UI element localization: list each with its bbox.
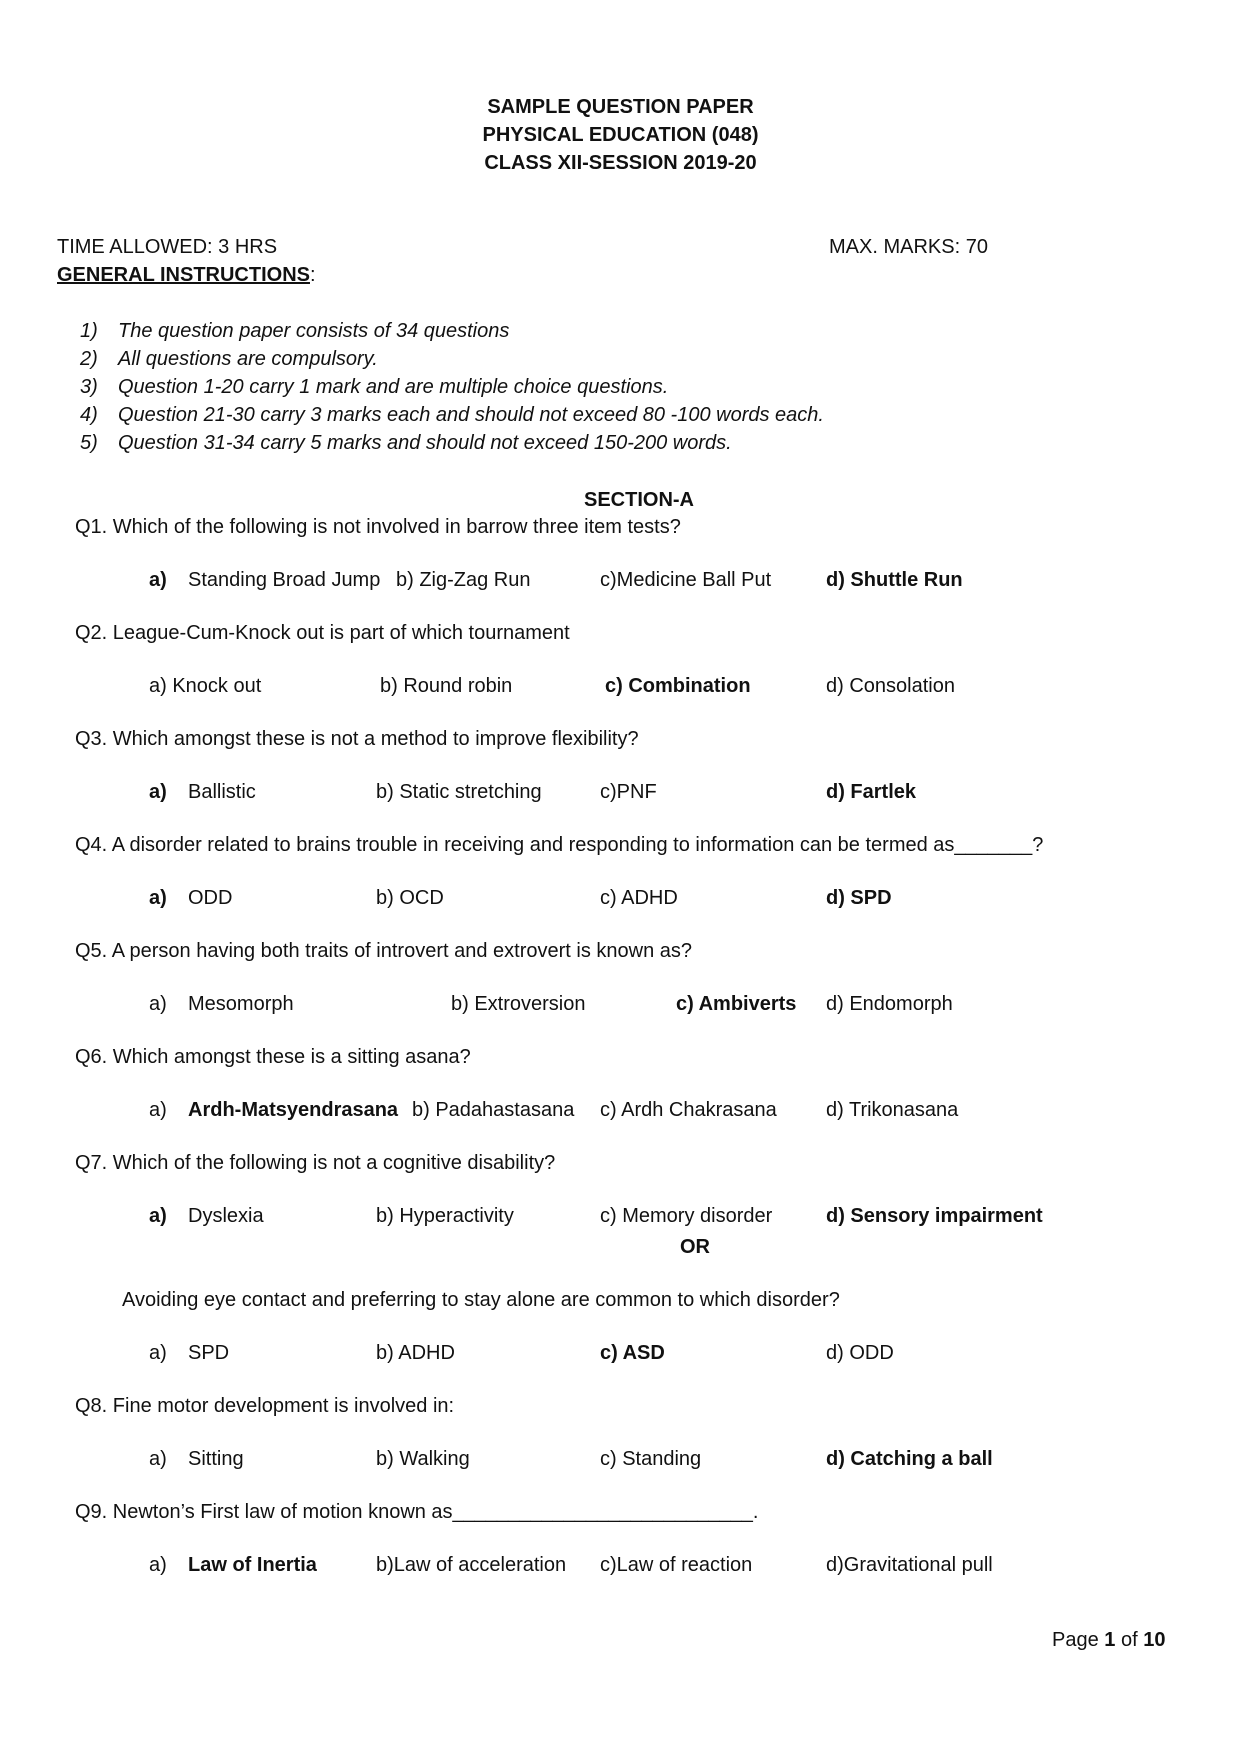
option-label: a) [149, 993, 167, 1015]
option-b: b) Static stretching [376, 781, 542, 803]
instruction-number: 5) [80, 432, 98, 454]
option-b: b) Hyperactivity [376, 1205, 514, 1227]
option-d: d) Endomorph [826, 993, 953, 1015]
question-5: Q5. A person having both traits of introvert and extrovert is known as? [75, 940, 693, 962]
option-a: SPD [188, 1342, 230, 1364]
total-pages: 10 [1143, 1629, 1166, 1651]
option-d-answer: d) SPD [826, 887, 892, 909]
option-d-answer: d) Sensory impairment [826, 1205, 1043, 1227]
option-label: a) [149, 887, 167, 909]
option-a: a) Knock out [149, 675, 262, 697]
question-2: Q2. League-Cum-Knock out is part of which tournament [75, 622, 570, 644]
option-label: a) [149, 1099, 167, 1121]
option-label: a) [149, 1342, 167, 1364]
instruction-text: The question paper consists of 34 questions [118, 320, 510, 342]
instruction-text: Question 1-20 carry 1 mark and are multiple choice questions. [118, 376, 669, 398]
question-8: Q8. Fine motor development is involved in: [75, 1395, 455, 1417]
instruction-number: 1) [80, 320, 98, 342]
option-a: ODD [188, 887, 233, 909]
option-d: d)Gravitational pull [826, 1554, 993, 1576]
option-c-answer: c) ASD [600, 1342, 665, 1364]
option-d-answer: d) Fartlek [826, 781, 917, 803]
of-word: of [1120, 1629, 1138, 1651]
option-b: b) Walking [376, 1448, 470, 1470]
question-3: Q3. Which amongst these is not a method to improve flexibility? [75, 728, 639, 750]
option-a-answer: Ardh-Matsyendrasana [188, 1099, 399, 1121]
instruction-text: Question 21-30 carry 3 marks each and should not exceed 80 -100 words each. [118, 404, 824, 426]
time-allowed: TIME ALLOWED: 3 HRS [57, 236, 278, 258]
question-1: Q1. Which of the following is not involved in barrow three item tests? [75, 516, 681, 538]
page-word: Page [1052, 1629, 1099, 1651]
option-c-answer: c) Ambiverts [676, 993, 797, 1015]
instruction-number: 3) [80, 376, 98, 398]
subject-title: PHYSICAL EDUCATION (048) [482, 124, 759, 146]
option-label: a) [149, 781, 167, 803]
option-c: c)Medicine Ball Put [600, 569, 772, 591]
option-label: a) [149, 1448, 167, 1470]
max-marks: MAX. MARKS: 70 [829, 236, 988, 258]
question-7-alternate: Avoiding eye contact and preferring to stay alone are common to which disorder? [122, 1289, 840, 1311]
option-d-answer: d) Shuttle Run [826, 569, 963, 591]
option-b: b) OCD [376, 887, 444, 909]
option-b: b) Padahastasana [412, 1099, 575, 1121]
question-6: Q6. Which amongst these is a sitting asana? [75, 1046, 471, 1068]
or-divider: OR [680, 1236, 710, 1258]
section-heading: SECTION-A [584, 489, 694, 511]
paper-title: SAMPLE QUESTION PAPER [487, 96, 754, 118]
option-c: c) Standing [600, 1448, 702, 1470]
current-page: 1 [1104, 1629, 1116, 1651]
gi-colon: : [309, 264, 316, 286]
option-c: c)PNF [600, 781, 657, 803]
option-label: a) [149, 1205, 167, 1227]
option-a-answer: Law of Inertia [188, 1554, 317, 1576]
option-b: b) Zig-Zag Run [396, 569, 531, 591]
option-a: Sitting [188, 1448, 244, 1470]
option-a: Standing Broad Jump [188, 569, 381, 591]
option-a: Dyslexia [188, 1205, 264, 1227]
option-a: Mesomorph [188, 993, 294, 1015]
option-c: c) Memory disorder [600, 1205, 773, 1227]
general-instructions-heading [57, 264, 316, 287]
option-d-answer: d) Catching a ball [826, 1448, 993, 1470]
option-label: a) [149, 1554, 167, 1576]
option-b: b) ADHD [376, 1342, 455, 1364]
option-b: b) Round robin [380, 675, 513, 697]
option-c: c)Law of reaction [600, 1554, 753, 1576]
option-a: Ballistic [188, 781, 256, 803]
instruction-text: All questions are compulsory. [118, 348, 378, 370]
option-c: c) ADHD [600, 887, 678, 909]
class-session-title: CLASS XII-SESSION 2019-20 [484, 152, 757, 174]
instruction-number: 2) [80, 348, 98, 370]
option-d: d) Consolation [826, 675, 955, 697]
option-c-answer: c) Combination [605, 675, 751, 697]
page-number [1052, 1629, 1165, 1652]
gi-label: GENERAL INSTRUCTIONS [57, 264, 310, 286]
option-b: b) Extroversion [451, 993, 586, 1015]
option-c: c) Ardh Chakrasana [600, 1099, 777, 1121]
option-b: b)Law of acceleration [376, 1554, 567, 1576]
option-d: d) Trikonasana [826, 1099, 959, 1121]
instruction-number: 4) [80, 404, 98, 426]
option-d: d) ODD [826, 1342, 894, 1364]
question-9: Q9. Newton’s First law of motion known as___________________________. [75, 1501, 759, 1523]
question-4: Q4. A disorder related to brains trouble in receiving and responding to information can be termed as_______? [75, 834, 1044, 856]
question-7: Q7. Which of the following is not a cognitive disability? [75, 1152, 556, 1174]
option-label: a) [149, 569, 167, 591]
instruction-text: Question 31-34 carry 5 marks and should not exceed 150-200 words. [118, 432, 732, 454]
